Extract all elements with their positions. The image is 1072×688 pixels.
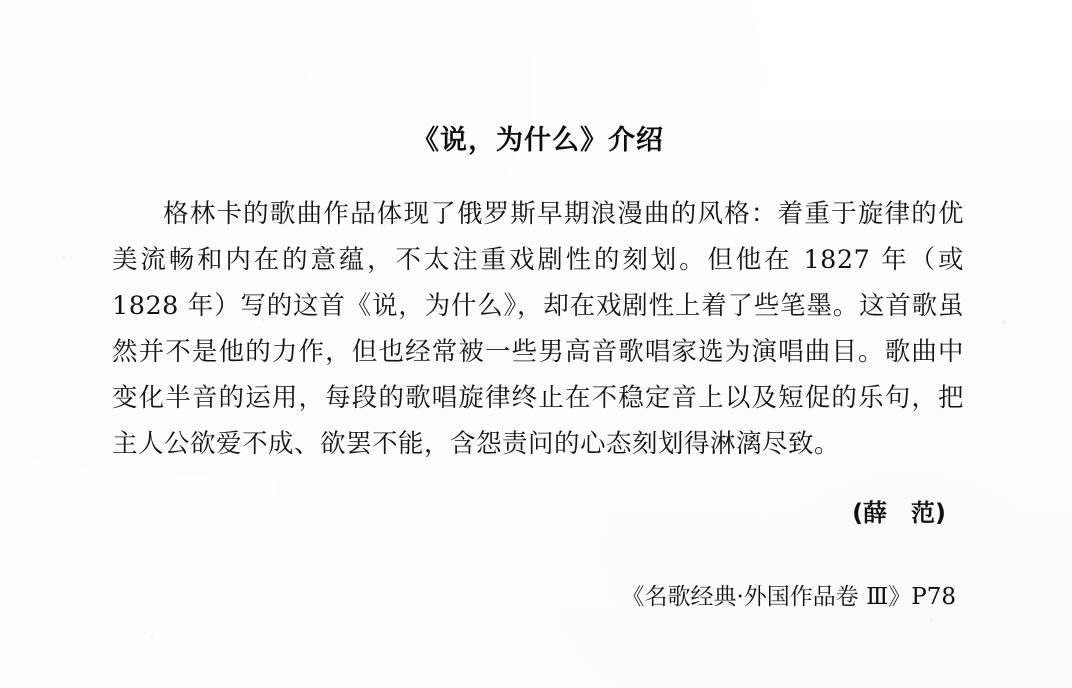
scan-speck: [930, 620, 932, 622]
scan-speck: [1002, 320, 1006, 324]
source-citation: 《名歌经典·外国作品卷 Ⅲ》P78: [621, 584, 956, 610]
scan-speck: [150, 636, 153, 638]
author-signature: (薛 范): [852, 499, 946, 527]
body-paragraph: 格林卡的歌曲作品体现了俄罗斯早期浪漫曲的风格：着重于旋律的优美流畅和内在的意蕴，不太注重戏剧性的刻划。但他在 1827 年（或 1828 年）写的这首《说，为什么》，却在戏剧性上着了些笔墨。这首歌虽然并不是他的力作，但也经常被一些男高音歌唱家选为演唱曲目。歌曲中变化半音的运用，每段的歌唱旋律终止在不稳定音上以及短促的乐句，把主人公欲爱不成、欲罢不能，含怨责问的心态刻划得淋漓尽致。: [112, 199, 964, 459]
document-content: [112, 118, 964, 611]
page-title: 《说，为什么》介绍: [412, 125, 664, 156]
scan-speck: [63, 256, 65, 258]
